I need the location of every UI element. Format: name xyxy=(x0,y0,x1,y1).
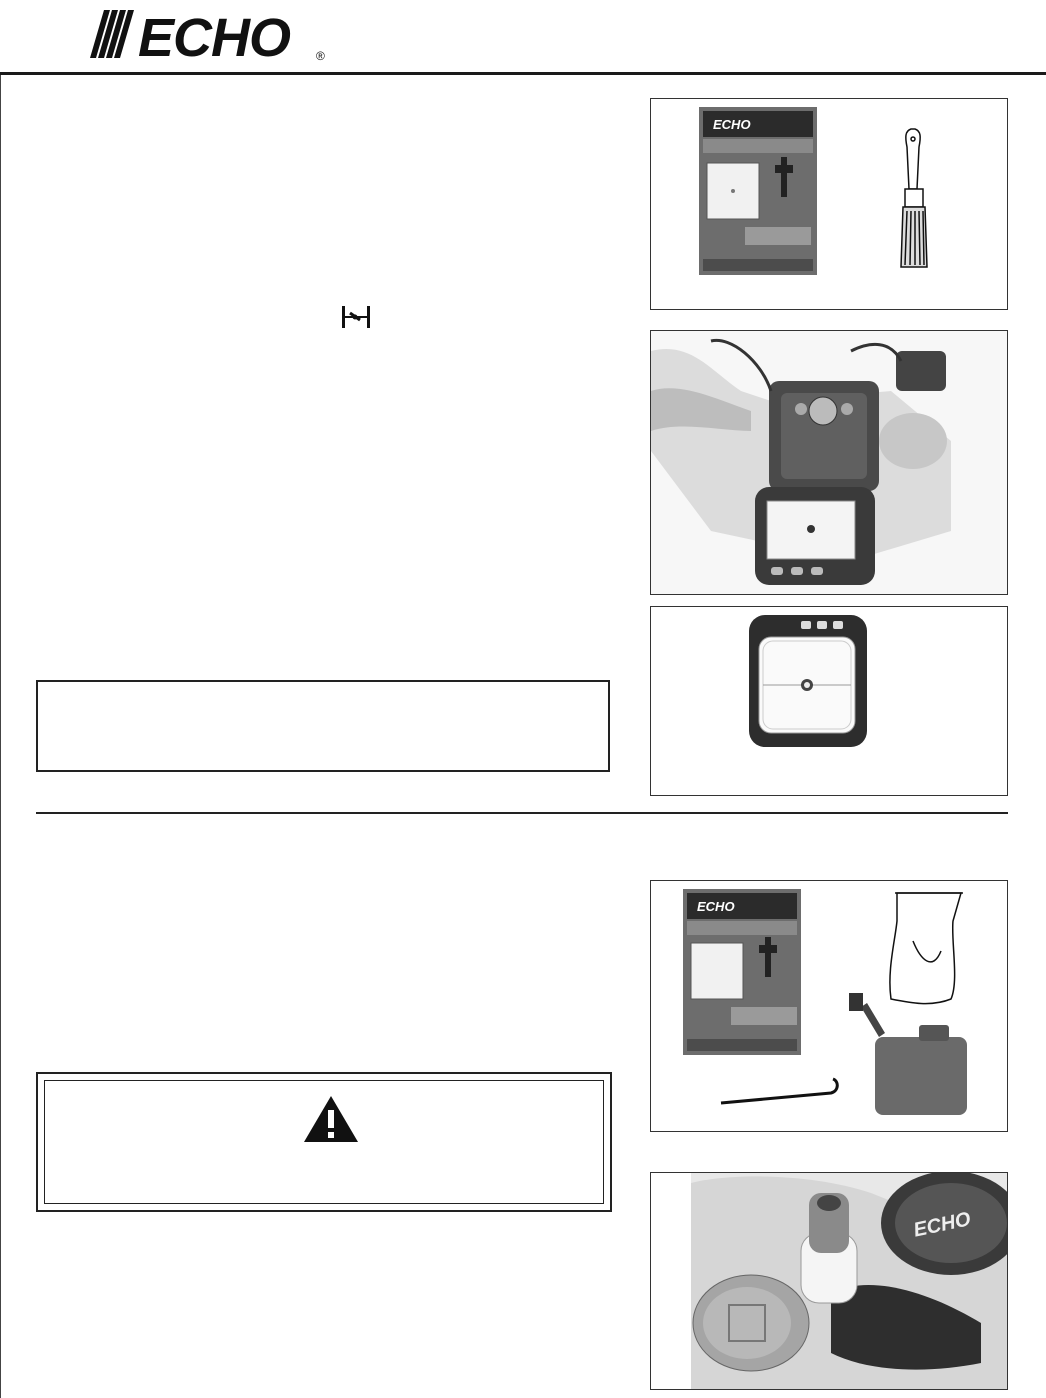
echo-logo xyxy=(78,6,348,66)
svg-text:ECHO: ECHO xyxy=(911,1208,973,1242)
filter-package-illustration xyxy=(699,107,817,275)
figure-filter-in-cover xyxy=(650,606,1008,796)
warning-box xyxy=(36,1072,612,1212)
choke-closed-icon xyxy=(340,304,372,330)
fuel-can-illustration xyxy=(849,993,967,1115)
wire-hook-illustration xyxy=(721,1079,837,1103)
paint-brush-illustration xyxy=(901,129,927,267)
header-rule xyxy=(0,72,1046,75)
filter-package-illustration-2 xyxy=(683,889,801,1055)
figure-fuel-filter-tools xyxy=(650,880,1008,1132)
svg-text:ECHO: ECHO xyxy=(713,117,751,132)
left-margin-rule xyxy=(0,75,1,1398)
clean-rag-illustration xyxy=(890,893,963,1004)
registered-mark: ® xyxy=(316,49,325,63)
figure-fuel-tank-cap xyxy=(650,1172,1008,1390)
figure-air-cleaner-open xyxy=(650,330,1008,595)
section-divider xyxy=(36,812,1008,814)
note-box xyxy=(36,680,610,772)
warning-triangle-icon xyxy=(302,1094,360,1144)
brand-name: ECHO xyxy=(138,8,291,66)
svg-text:ECHO: ECHO xyxy=(697,899,735,914)
figure-filter-kit-brush xyxy=(650,98,1008,310)
